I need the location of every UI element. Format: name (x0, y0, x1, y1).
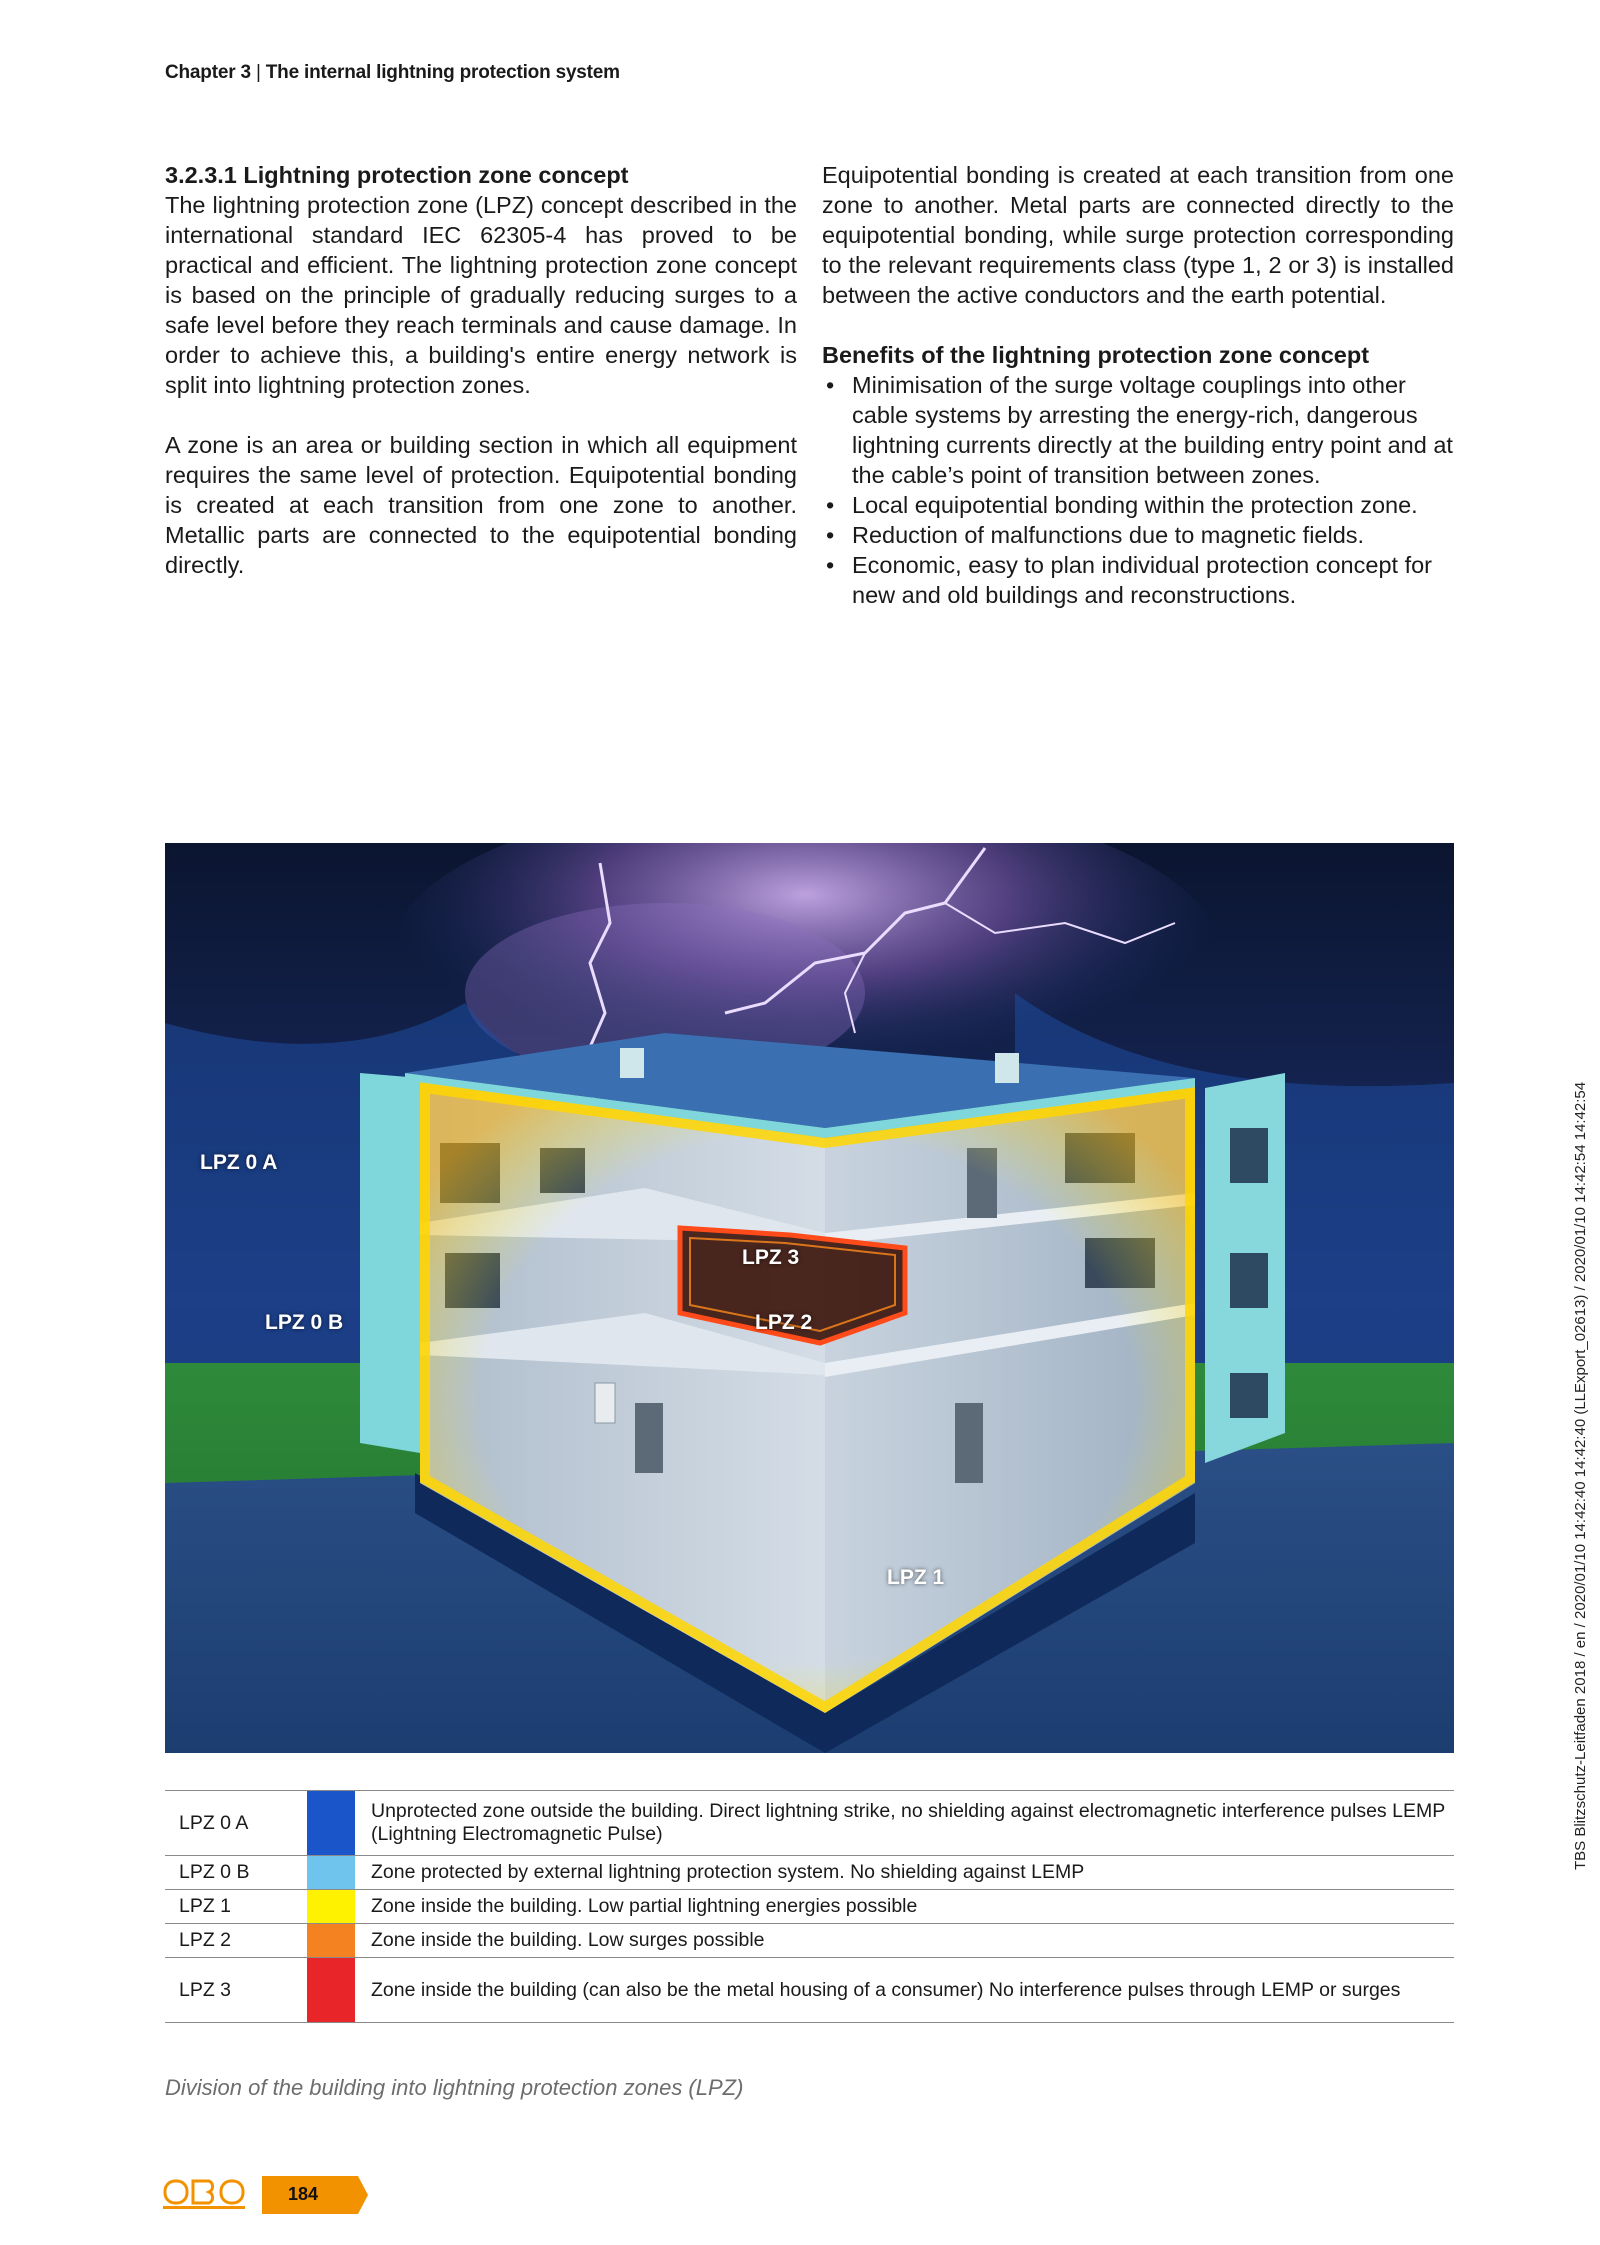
lpz-building-illustration (165, 843, 1454, 1753)
legend-zone: LPZ 0 A (165, 1791, 307, 1856)
legend-description: Zone protected by external lightning protection system. No shielding against LEMP (355, 1856, 1454, 1890)
table-row (165, 1958, 1454, 2023)
table-row (165, 1791, 1454, 1856)
chapter-header (165, 62, 620, 84)
chapter-label: Chapter 3 (165, 62, 251, 83)
legend-description: Unprotected zone outside the building. Direct lightning strike, no shielding against electromagnetic interference pulses LEMP (Lightning Electromagnetic Pulse) (355, 1791, 1454, 1856)
legend-zone: LPZ 1 (165, 1890, 307, 1924)
benefit-item: • Economic, easy to plan individual protection concept for new and old buildings and reconstructions. (822, 550, 1454, 610)
label-lpz-3: LPZ 3 (742, 1246, 800, 1269)
left-column (165, 160, 797, 580)
paragraph-lpz-intro: The lightning protection zone (LPZ) concept described in the international standard IEC 62305-4 has proved to be practical and efficient. The lightning protection zone concept is based on the principle of gradually reducing surges to a safe level before they reach terminals and cause damage. In order to achieve this, a building's entire energy network is split into lightning protection zones. (165, 192, 797, 398)
figure-caption: Division of the building into lightning protection zones (LPZ) (165, 2075, 744, 2100)
table-row (165, 1856, 1454, 1890)
label-lpz-0b: LPZ 0 B (265, 1311, 344, 1334)
building-illustration-svg (165, 843, 1454, 1753)
table-row (165, 1924, 1454, 1958)
legend-description: Zone inside the building (can also be the metal housing of a consumer) No interference pulses through LEMP or surges (355, 1958, 1454, 2023)
section-heading: 3.2.3.1 Lightning protection zone concept (165, 162, 629, 188)
label-lpz-1: LPZ 1 (887, 1566, 945, 1589)
lpz-legend-table (165, 1790, 1454, 2023)
chapter-title: The internal lightning protection system (265, 62, 620, 83)
paragraph-zone-definition: A zone is an area or building section in which all equipment requires the same level of protection. Equipotential bonding is created at each transition from one zone to another. Metallic parts are connected to the equipotential bonding directly. (165, 432, 797, 578)
right-column (822, 160, 1454, 610)
label-lpz-2: LPZ 2 (755, 1311, 813, 1334)
legend-description: Zone inside the building. Low partial lightning energies possible (355, 1890, 1454, 1924)
legend-swatch (307, 1924, 355, 1958)
benefits-list (822, 370, 1454, 610)
page-number: 184 (288, 2184, 319, 2204)
paragraph-equipotential: Equipotential bonding is created at each transition from one zone to another. Metal parts are connected directly to the equipotential bonding, while surge protection corresponding to the relevant requirements class (type 1, 2 or 3) is installed between the active conductors and the earth potential. (822, 162, 1454, 308)
benefit-item: • Minimisation of the surge voltage couplings into other cable systems by arresting the energy-rich, dangerous lightning currents directly at the building entry point and at the cable’s point of transition between zones. (822, 370, 1454, 490)
legend-swatch (307, 1791, 355, 1856)
legend-zone: LPZ 2 (165, 1924, 307, 1958)
legend-swatch (307, 1890, 355, 1924)
label-lpz-0a: LPZ 0 A (200, 1151, 278, 1174)
legend-swatch (307, 1958, 355, 2023)
benefit-item: • Reduction of malfunctions due to magnetic fields. (822, 520, 1454, 550)
side-print-info: TBS Blitzschutz-Leitfaden 2018 / en / 2020/01/10 14:42:40 14:42:40 (LLExport_02613) / 2020/01/10 14:42:54 14:42:54 (1572, 1081, 1589, 1870)
legend-zone: LPZ 0 B (165, 1856, 307, 1890)
table-row (165, 1890, 1454, 1924)
obo-logo (163, 2177, 245, 2211)
benefits-heading: Benefits of the lightning protection zone concept (822, 342, 1370, 368)
header-separator: | (255, 62, 261, 83)
legend-swatch (307, 1856, 355, 1890)
benefit-item: • Local equipotential bonding within the protection zone. (822, 490, 1454, 520)
legend-zone: LPZ 3 (165, 1958, 307, 2023)
legend-description: Zone inside the building. Low surges possible (355, 1924, 1454, 1958)
